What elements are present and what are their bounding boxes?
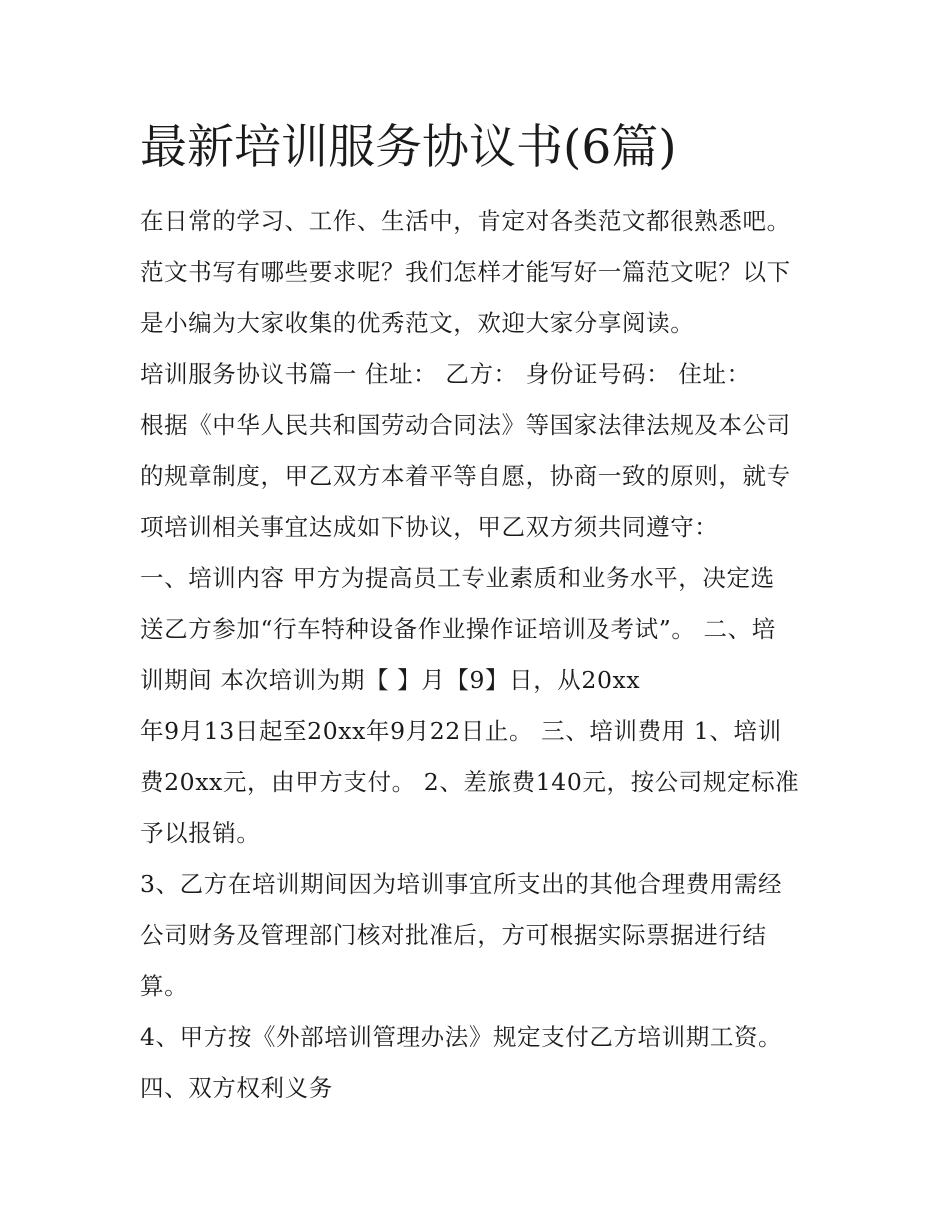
text-line: 训期间 本次培训为期【 】月【9】日，从20xx bbox=[140, 666, 641, 694]
text-line: 在日常的学习、工作、生活中，肯定对各类范文都很熟悉吧。 bbox=[140, 207, 791, 235]
text-line: 年9月13日起至20xx年9月22日止。 三、培训费用 1、培训 bbox=[140, 717, 782, 745]
text-line: 的规章制度，甲乙双方本着平等自愿，协商一致的原则，就专 bbox=[140, 462, 791, 490]
text-line: 费20xx元，由甲方支付。 2、差旅费140元，按公司规定标准 bbox=[140, 768, 800, 796]
text-line: 算。 bbox=[140, 972, 189, 1000]
text-line: 4、甲方按《外部培训管理办法》规定支付乙方培训期工资。 bbox=[140, 1023, 783, 1051]
text-line: 培训服务协议书篇一 住址： 乙方： 身份证号码： 住址： bbox=[140, 360, 751, 388]
text-line: 范文书写有哪些要求呢？我们怎样才能写好一篇范文呢？以下 bbox=[140, 258, 791, 286]
text-line: 予以报销。 bbox=[140, 819, 261, 847]
text-line: 公司财务及管理部门核对批准后，方可根据实际票据进行结 bbox=[140, 921, 767, 949]
text-line: 3、乙方在培训期间因为培训事宜所支出的其他合理费用需经 bbox=[140, 870, 783, 898]
text-line: 根据《中华人民共和国劳动合同法》等国家法律法规及本公司 bbox=[140, 411, 791, 439]
text-line: 项培训相关事宜达成如下协议，甲乙双方须共同遵守： bbox=[140, 513, 719, 541]
text-line: 是小编为大家收集的优秀范文，欢迎大家分享阅读。 bbox=[140, 309, 695, 337]
document-title: 最新培训服务协议书(6篇) bbox=[140, 120, 677, 175]
text-line: 四、双方权利义务 bbox=[140, 1074, 333, 1102]
text-line: 一、培训内容 甲方为提高员工专业素质和业务水平，决定选 bbox=[140, 564, 775, 592]
text-line: 送乙方参加“行车特种设备作业操作证培训及考试”。 二、培 bbox=[140, 615, 776, 643]
